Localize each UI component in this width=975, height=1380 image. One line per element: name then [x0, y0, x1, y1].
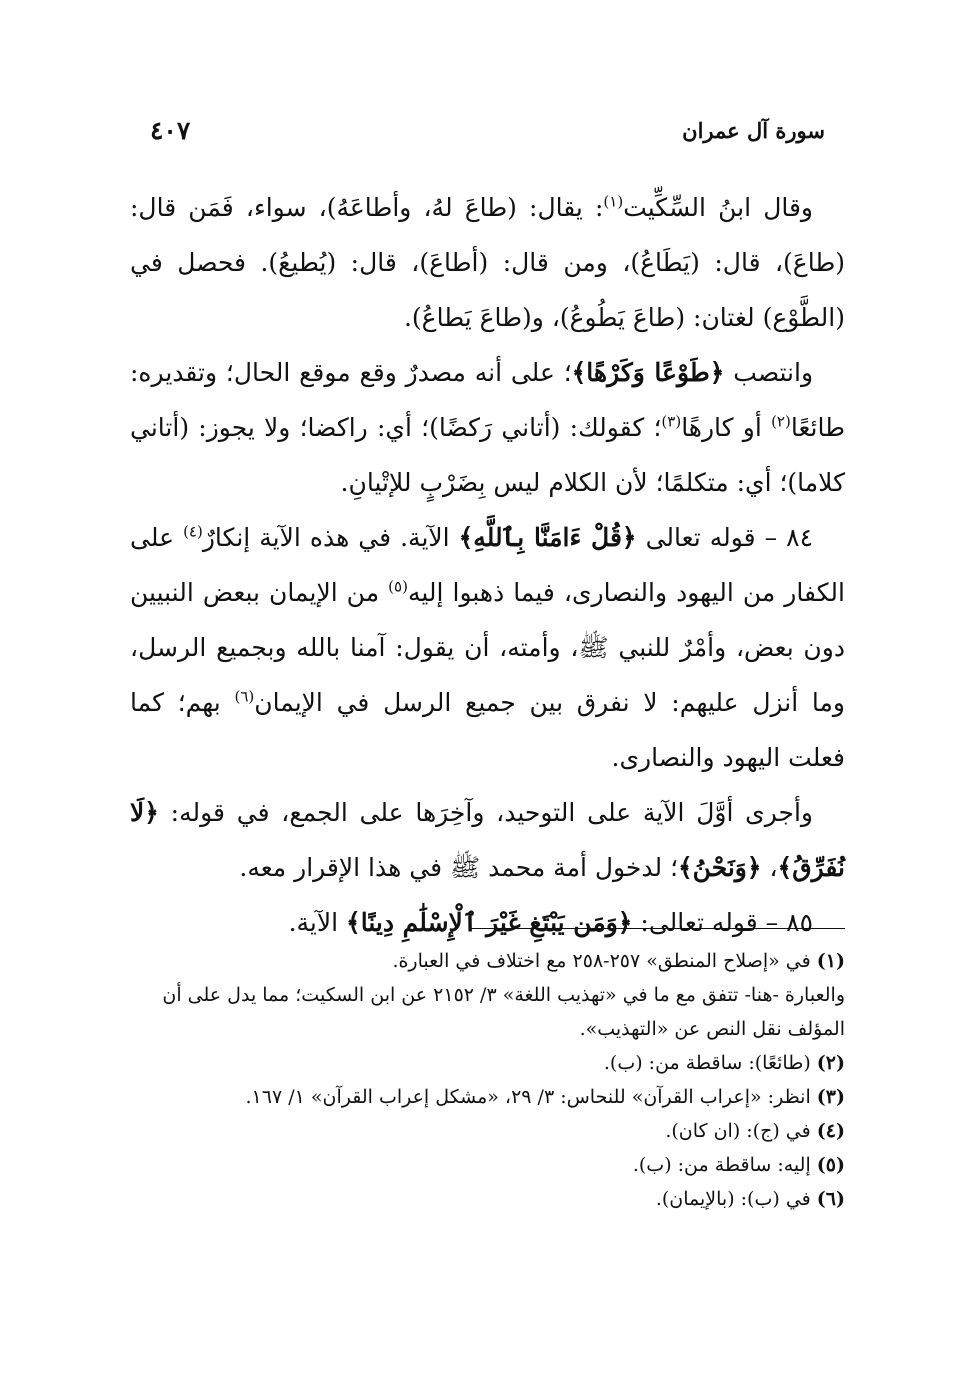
text-run: : يقال: (طاعَ لهُ، وأطاعَهُ)، سواء، فَمَن قال: (طاعَ)، قال: (يَطَاعُ)، ومن قال: (أطاعَ)، قال: (يُطيعُ). فحصل في (الطَّوْع) لغتان: (طاعَ يَطُوعُ)، و(طاعَ يَطاعُ).	[130, 193, 845, 332]
footnote-number: (٣)	[816, 1086, 845, 1108]
footnote-number: (٢)	[816, 1052, 845, 1074]
paragraph-1	[130, 180, 845, 345]
footnote-text: (طائعًا): ساقطة من: (ب).	[603, 1052, 811, 1074]
page-header	[150, 112, 825, 152]
text-run: ،	[761, 853, 778, 882]
text-run: ٨٥ – قوله تعالى:	[640, 908, 813, 937]
footnote-ref-3: (٣)	[661, 412, 682, 431]
footnote-3	[130, 1080, 845, 1114]
footnote-ref-6: (٦)	[234, 687, 255, 706]
text-run: من الإيمان ببعض النبيين دون بعض، وأمْرٌ للنبي ﷺ، وأمته، أن يقول: آمنا بالله وبجميع الرسل، وما أنزل عليهم: لا نفرق بين جميع الرسل في الإيمان	[130, 578, 845, 717]
running-title: سورة آل عمران	[682, 118, 825, 143]
footnote-text: في «إصلاح المنطق» ٢٥٧-٢٥٨ مع اختلاف في العبارة.	[392, 950, 811, 972]
main-text	[130, 180, 845, 950]
paragraph-2	[130, 345, 845, 510]
text-run: ؛ كقولك: (أتاني رَكضًا)؛ أي: راكضا؛ ولا يجوز: (أتاني كلاما)؛ أي: متكلمًا؛ لأن الكلام ليس بِضَرْبٍ للإتْيانِ.	[130, 413, 845, 497]
paragraph-4	[130, 785, 845, 895]
text-run: على الكفار من اليهود والنصارى، فيما ذهبوا إليه	[130, 523, 845, 607]
footnote-text: والعبارة -هنا- تتفق مع ما في «تهذيب اللغة» ٣/ ٢١٥٢ عن ابن السكيت؛ مما يدل على أن المؤلف نقل النص عن «التهذيب».	[162, 984, 845, 1040]
quran-verse: ﴿وَمَن يَبْتَغِ غَيْرَ ٱلْإِسْلَٰمِ دِينًا﴾	[346, 908, 633, 937]
quran-verse: ﴿قُلْ ءَامَنَّا بِٱللَّهِ﴾	[458, 523, 637, 552]
text-run: أو كارهًا	[681, 413, 772, 442]
footnote-ref-5: (٥)	[388, 577, 408, 596]
footnote-1-continued	[130, 978, 845, 1046]
footnote-text: انظر: «إعراب القرآن» للنحاس: ٣/ ٢٩، «مشكل إعراب القرآن» ١/ ١٦٧.	[245, 1086, 811, 1108]
footnote-divider	[470, 928, 845, 929]
footnote-5	[130, 1148, 845, 1182]
footnotes	[130, 944, 845, 1216]
text-run: الآية. في هذه الآية إنكارٌ	[202, 523, 459, 552]
footnote-4	[130, 1114, 845, 1148]
text-run: ؛ لدخول أمة محمد ﷺ في هذا الإقرار معه.	[239, 853, 679, 882]
quran-verse: ﴿طَوْعًا وَكَرْهًا﴾	[571, 358, 725, 387]
quran-verse: ﴿وَنَحْنُ﴾	[678, 853, 762, 882]
text-run: ٨٤ – قوله تعالى	[645, 523, 813, 552]
footnote-ref-1: (١)	[603, 192, 624, 211]
footnote-text: إليه: ساقطة من: (ب).	[632, 1154, 811, 1176]
text-run: وقال ابنُ السِّكِّيت	[623, 193, 813, 222]
text-run: بهم؛ كما فعلت اليهود والنصارى.	[130, 688, 845, 772]
text-run: وأجرى أوَّلَ الآية على التوحيد، وآخِرَها على الجمع، في قوله:	[170, 798, 813, 827]
text-run: الآية.	[288, 908, 347, 937]
text-run: وانتصب	[733, 358, 814, 387]
footnote-number: (٦)	[816, 1188, 845, 1210]
footnote-2	[130, 1046, 845, 1080]
footnote-6	[130, 1182, 845, 1216]
footnote-number: (٥)	[816, 1154, 845, 1176]
footnote-1	[130, 944, 845, 978]
footnote-text: في (ج): (ان كان).	[665, 1120, 811, 1142]
footnote-number: (١)	[816, 950, 845, 972]
quran-verse: ﴿لَا نُفَرِّقُ﴾	[130, 798, 845, 882]
footnote-number: (٤)	[816, 1120, 845, 1142]
paragraph-5	[130, 895, 845, 950]
text-run: ؛ على أنه مصدرٌ وقع موقع الحال؛ وتقديره: طائعًا	[130, 358, 845, 442]
footnote-ref-4: (٤)	[183, 522, 203, 541]
footnote-text: في (ب): (بالإيمان).	[655, 1188, 811, 1210]
footnote-ref-2: (٢)	[771, 412, 791, 431]
paragraph-3	[130, 510, 845, 785]
page-number: ٤٠٧	[150, 116, 191, 145]
